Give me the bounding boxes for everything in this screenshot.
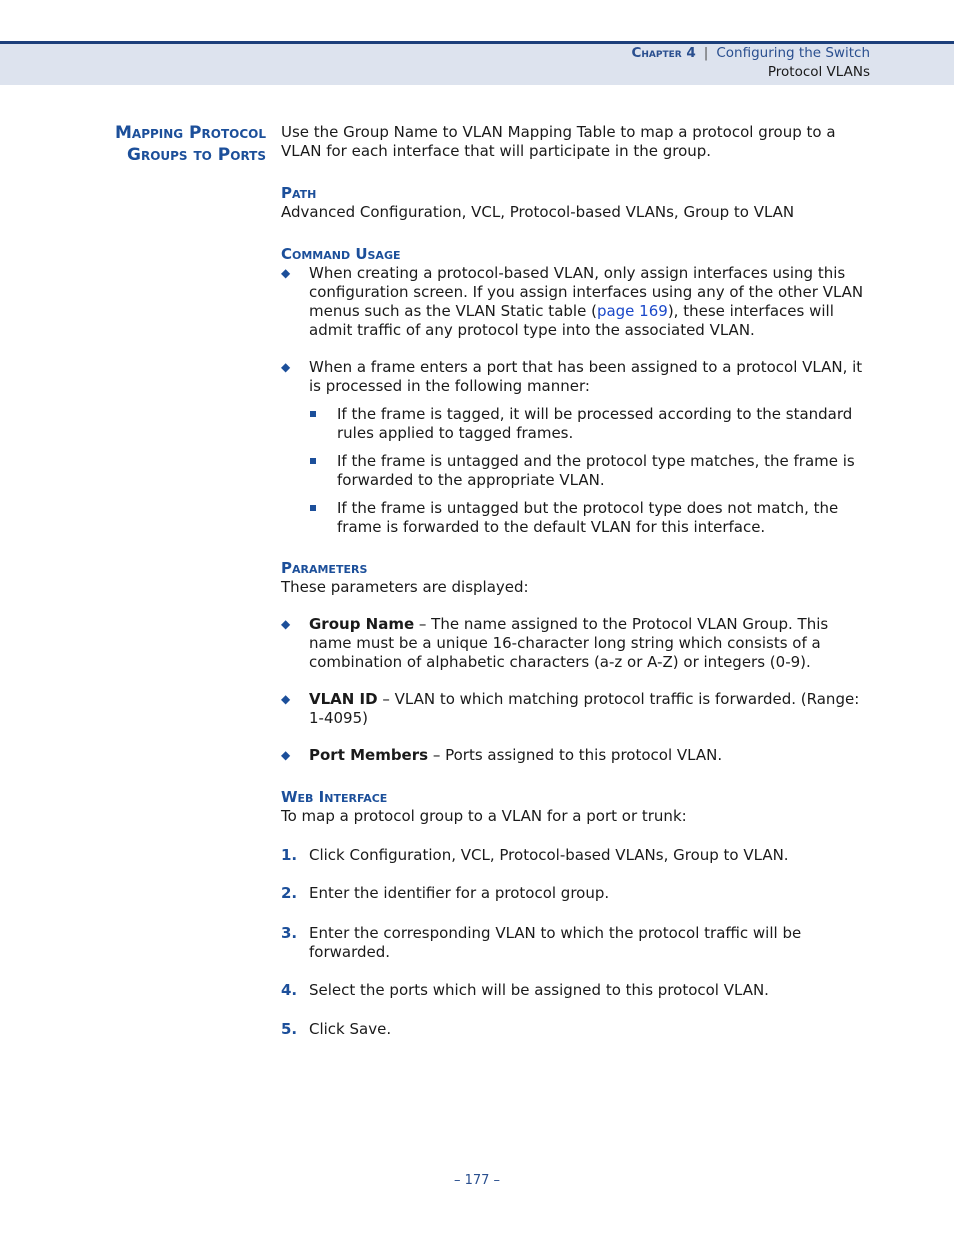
intro-paragraph: Use the Group Name to VLAN Mapping Table to map a protocol group to a VLAN for each interface that will participate in the group. xyxy=(281,123,836,160)
usage-bullet-1: ◆ When creating a protocol-based VLAN, only assign interfaces using this configuration screen. If you assign interfaces using any of the other VLAN menus such as the VLAN Static table (page 169), these interfaces will admit traffic of any protocol type into the associated VLAN. xyxy=(281,264,864,339)
square-bullet-icon xyxy=(310,411,316,417)
step-item: 2. Enter the identifier for a protocol group. xyxy=(281,884,610,902)
parameter-term: Port Members xyxy=(309,746,429,764)
body-content xyxy=(281,123,871,1039)
step-number: 5. xyxy=(281,1020,298,1038)
web-interface-heading: Web Interface xyxy=(281,788,388,806)
parameter-term: VLAN ID xyxy=(309,690,378,708)
header-separator: | xyxy=(703,45,709,61)
diamond-bullet-icon: ◆ xyxy=(281,692,291,706)
diamond-bullet-icon: ◆ xyxy=(281,617,291,631)
parameter-item: ◆ Group Name – The name assigned to the Protocol VLAN Group. This name must be a unique 16-character long string which consists of a combination of alphabetic characters (a-z or A-Z) or integers (0-9). xyxy=(281,615,829,671)
command-usage-heading: Command Usage xyxy=(281,245,401,263)
diamond-bullet-icon: ◆ xyxy=(281,748,291,762)
parameter-item: ◆ VLAN ID – VLAN to which matching protocol traffic is forwarded. (Range: 1-4095) xyxy=(281,690,860,727)
step-item: 5. Click Save. xyxy=(281,1020,392,1038)
parameters-heading: Parameters xyxy=(281,559,368,577)
page-169-link[interactable]: page 169 xyxy=(596,302,668,320)
step-item: 3. Enter the corresponding VLAN to which the protocol traffic will be forwarded. xyxy=(281,924,802,961)
sub-item: If the frame is tagged, it will be processed according to the standard rules applied to tagged frames. xyxy=(281,405,871,443)
parameter-item: ◆ Port Members – Ports assigned to this protocol VLAN. xyxy=(281,746,723,764)
chapter-label: Chapter 4 xyxy=(631,45,696,61)
section-label: Protocol VLANs xyxy=(767,64,870,80)
usage-bullet-2: ◆ When a frame enters a port that has been assigned to a protocol VLAN, it is processed in the following manner: xyxy=(281,358,863,395)
square-bullet-icon xyxy=(310,458,316,464)
step-number: 1. xyxy=(281,846,298,864)
sub-item: If the frame is untagged and the protocol type matches, the frame is forwarded to the appropriate VLAN. xyxy=(281,452,871,490)
parameters-intro: These parameters are displayed: xyxy=(281,578,529,596)
step-item: 4. Select the ports which will be assigned to this protocol VLAN. xyxy=(281,981,769,999)
step-number: 3. xyxy=(281,924,298,942)
step-number: 4. xyxy=(281,981,298,999)
parameter-term: Group Name xyxy=(309,615,415,633)
section-title xyxy=(115,122,266,166)
path-text: Advanced Configuration, VCL, Protocol-based VLANs, Group to VLAN xyxy=(281,203,795,221)
chapter-title: Configuring the Switch xyxy=(716,45,870,61)
running-header xyxy=(631,45,870,61)
path-heading: Path xyxy=(281,184,317,202)
square-bullet-icon xyxy=(310,505,316,511)
page-number: – 177 – xyxy=(453,1173,501,1188)
diamond-bullet-icon: ◆ xyxy=(281,360,291,374)
sub-item: If the frame is untagged but the protocol type does not match, the frame is forwarded to the default VLAN for this interface. xyxy=(281,499,871,537)
step-item: 1. Click Configuration, VCL, Protocol-based VLANs, Group to VLAN. xyxy=(281,846,789,864)
web-interface-intro: To map a protocol group to a VLAN for a port or trunk: xyxy=(281,807,687,825)
step-number: 2. xyxy=(281,884,298,902)
section-title-line2: Groups to Ports xyxy=(127,145,266,165)
section-title-line1: Mapping Protocol xyxy=(114,123,266,143)
diamond-bullet-icon: ◆ xyxy=(281,266,291,280)
